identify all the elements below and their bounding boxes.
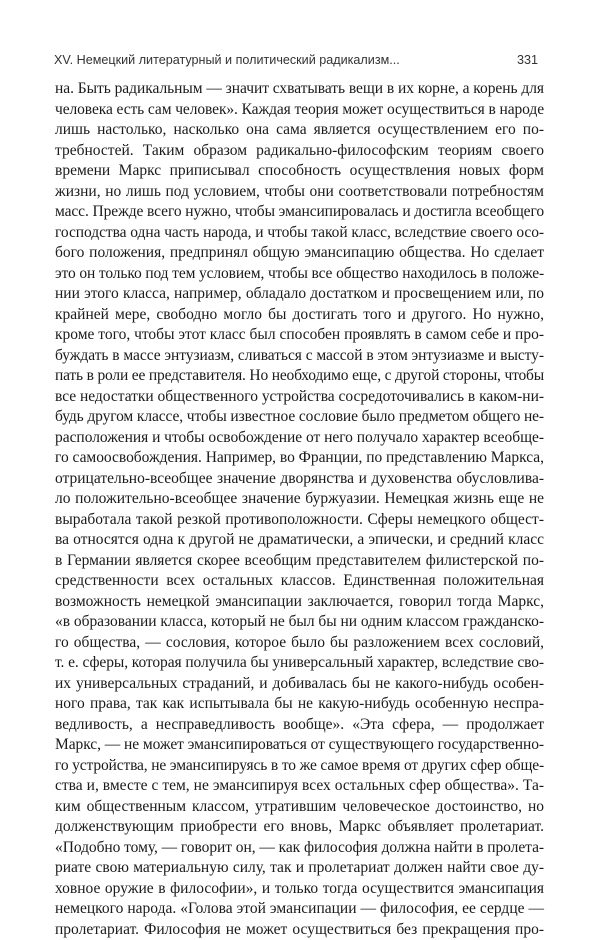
text-line: ства и, вместе с тем, не эмансипируя всех остальных сфер общества». Та- xyxy=(55,776,544,797)
text-line: ного права, так как испытывала бы не какую-нибудь особенную неспра- xyxy=(55,694,544,715)
page-number: 331 xyxy=(517,53,538,67)
text-line: времени Маркс приписывал способность осуществления новых форм xyxy=(55,161,544,182)
text-line: крайней мере, свободно могло бы достигать того и другого. Но нужно, xyxy=(55,305,544,326)
text-line: пролетариат. Философия не может осуществиться без прекращения про- xyxy=(55,920,544,940)
text-line: средственности всех остальных классов. Единственная положительная xyxy=(55,571,544,592)
text-line: требностей. Таким образом радикально-философским теориям своего xyxy=(55,141,544,162)
text-line: бого положения, предпринял общую эмансипацию общества. Но сделает xyxy=(55,243,544,264)
text-line: го общества, — сословия, которое было бы разложением всех сословий, xyxy=(55,633,544,654)
text-line: Маркс, — не может эмансипироваться от существующего государственно- xyxy=(55,735,544,756)
text-line: долженствующим приобрести его вновь, Маркс объявляет пролетариат. xyxy=(55,817,544,838)
text-line: расположения и чтобы освобождение от него получало характер всеобще- xyxy=(55,428,544,449)
text-line: возможность немецкой эмансипации заключается, говорил тогда Маркс, xyxy=(55,592,544,613)
text-line: господства одна часть народа, и чтобы такой класс, вследствие своего осо- xyxy=(55,223,544,244)
body-text xyxy=(55,79,544,940)
text-line: лишь настолько, насколько она сама является осуществлением его по- xyxy=(55,120,544,141)
running-title: XV. Немецкий литературный и политический радикализм... xyxy=(54,53,400,67)
text-line: их универсальных страданий, и добивалась бы не какого-нибудь особен- xyxy=(55,674,544,695)
text-line: будь другом классе, чтобы известное сословие было предметом общего не- xyxy=(55,407,544,428)
text-line: ховное оружие в философии», и только тогда осуществится эмансипация xyxy=(55,879,544,900)
text-line: го устройства, не эмансипируясь в то же самое время от других сфер обще- xyxy=(55,756,544,777)
text-line: немецкого народа. «Голова этой эмансипации — философия, ее сердце — xyxy=(55,899,544,920)
text-line: т. е. сферы, которая получила бы универсальный характер, вследствие сво- xyxy=(55,653,544,674)
text-line: отрицательно-всеобщее значение дворянства и духовенства обусловлива- xyxy=(55,469,544,490)
text-line: все недостатки общественного устройства сосредоточивались в каком-ни- xyxy=(55,387,544,408)
text-line: ведливость, а несправедливость вообще». «Эта сфера, — продолжает xyxy=(55,715,544,736)
text-line: кроме того, чтобы этот класс был способен проявлять в самом себе и про- xyxy=(55,325,544,346)
text-line: на. Быть радикальным — значит схватывать вещи в их корне, а корень для xyxy=(55,79,544,100)
text-line: жизни, но лишь под условием, чтобы они соответствовали потребностям xyxy=(55,182,544,203)
text-line: риате свою материальную силу, так и пролетариат должен найти свое ду- xyxy=(55,858,544,879)
text-line: нии этого класса, например, обладало достатком и просвещением или, по xyxy=(55,284,544,305)
text-line: в Германии является скорее всеобщим представителем филистерской по- xyxy=(55,551,544,572)
text-line: го самоосвобождения. Например, во Франции, по представлению Маркса, xyxy=(55,448,544,469)
text-line: «в образовании класса, который не был бы ни одним классом гражданско- xyxy=(55,612,544,633)
text-line: буждать в массе энтузиазм, сливаться с массой в этом энтузиазме и высту- xyxy=(55,346,544,367)
text-line: человека есть сам человек». Каждая теория может осуществиться в народе xyxy=(55,100,544,121)
running-head xyxy=(54,53,538,71)
text-line: это он только под тем условием, чтобы все общество находилось в положе- xyxy=(55,264,544,285)
text-line: ва относятся одна к другой не драматически, а эпически, и средний класс xyxy=(55,530,544,551)
text-line: «Подобно тому, — говорит он, — как философия должна найти в пролета- xyxy=(55,838,544,859)
text-line: ло положительно-всеобщее значение буржуазии. Немецкая жизнь еще не xyxy=(55,489,544,510)
text-line: ким общественным классом, утратившим человеческое достоинство, но xyxy=(55,797,544,818)
text-line: масс. Прежде всего нужно, чтобы эмансипировалась и достигла всеобщего xyxy=(55,202,544,223)
text-line: выработала такой резкой противоположности. Сферы немецкого общест- xyxy=(55,510,544,531)
text-line: пать в роли ее представителя. Но необходимо еще, с другой стороны, чтобы xyxy=(55,366,544,387)
